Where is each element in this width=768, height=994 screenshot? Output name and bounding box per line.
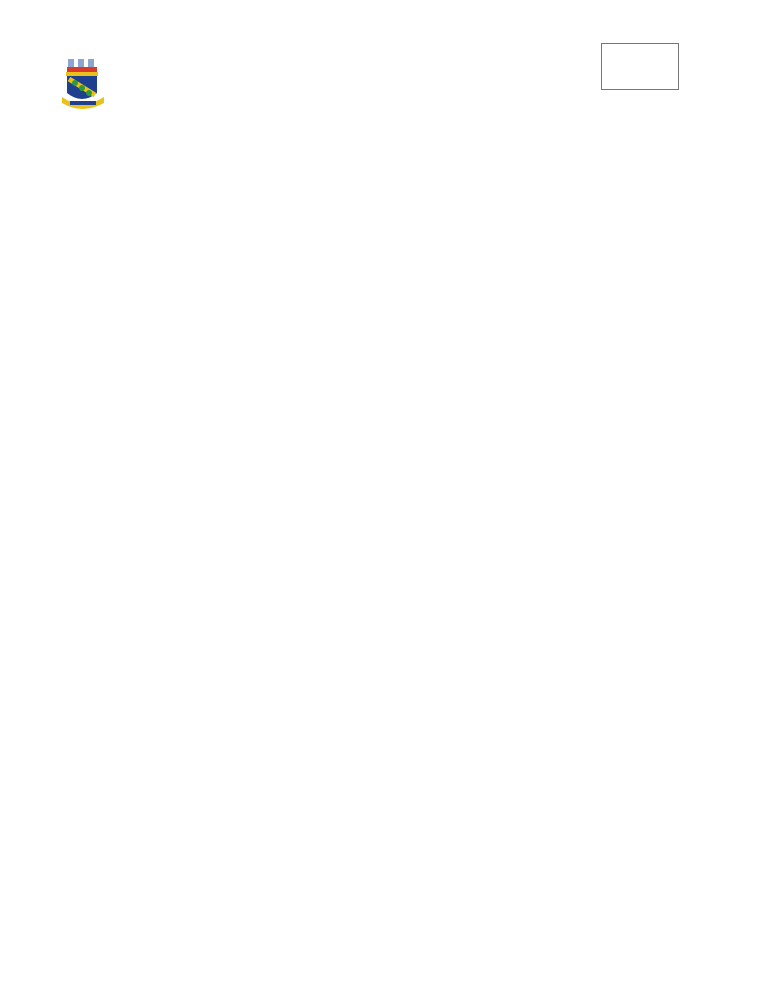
question-1-prompt [52,643,55,658]
university-crest-logo [60,57,106,111]
question-6-prompt [55,897,58,912]
question-2-prompt [55,697,58,712]
level-box [601,43,679,90]
question-5-prompt [55,859,58,874]
question-3-prompt [55,751,58,766]
question-4-prompt [55,805,58,820]
